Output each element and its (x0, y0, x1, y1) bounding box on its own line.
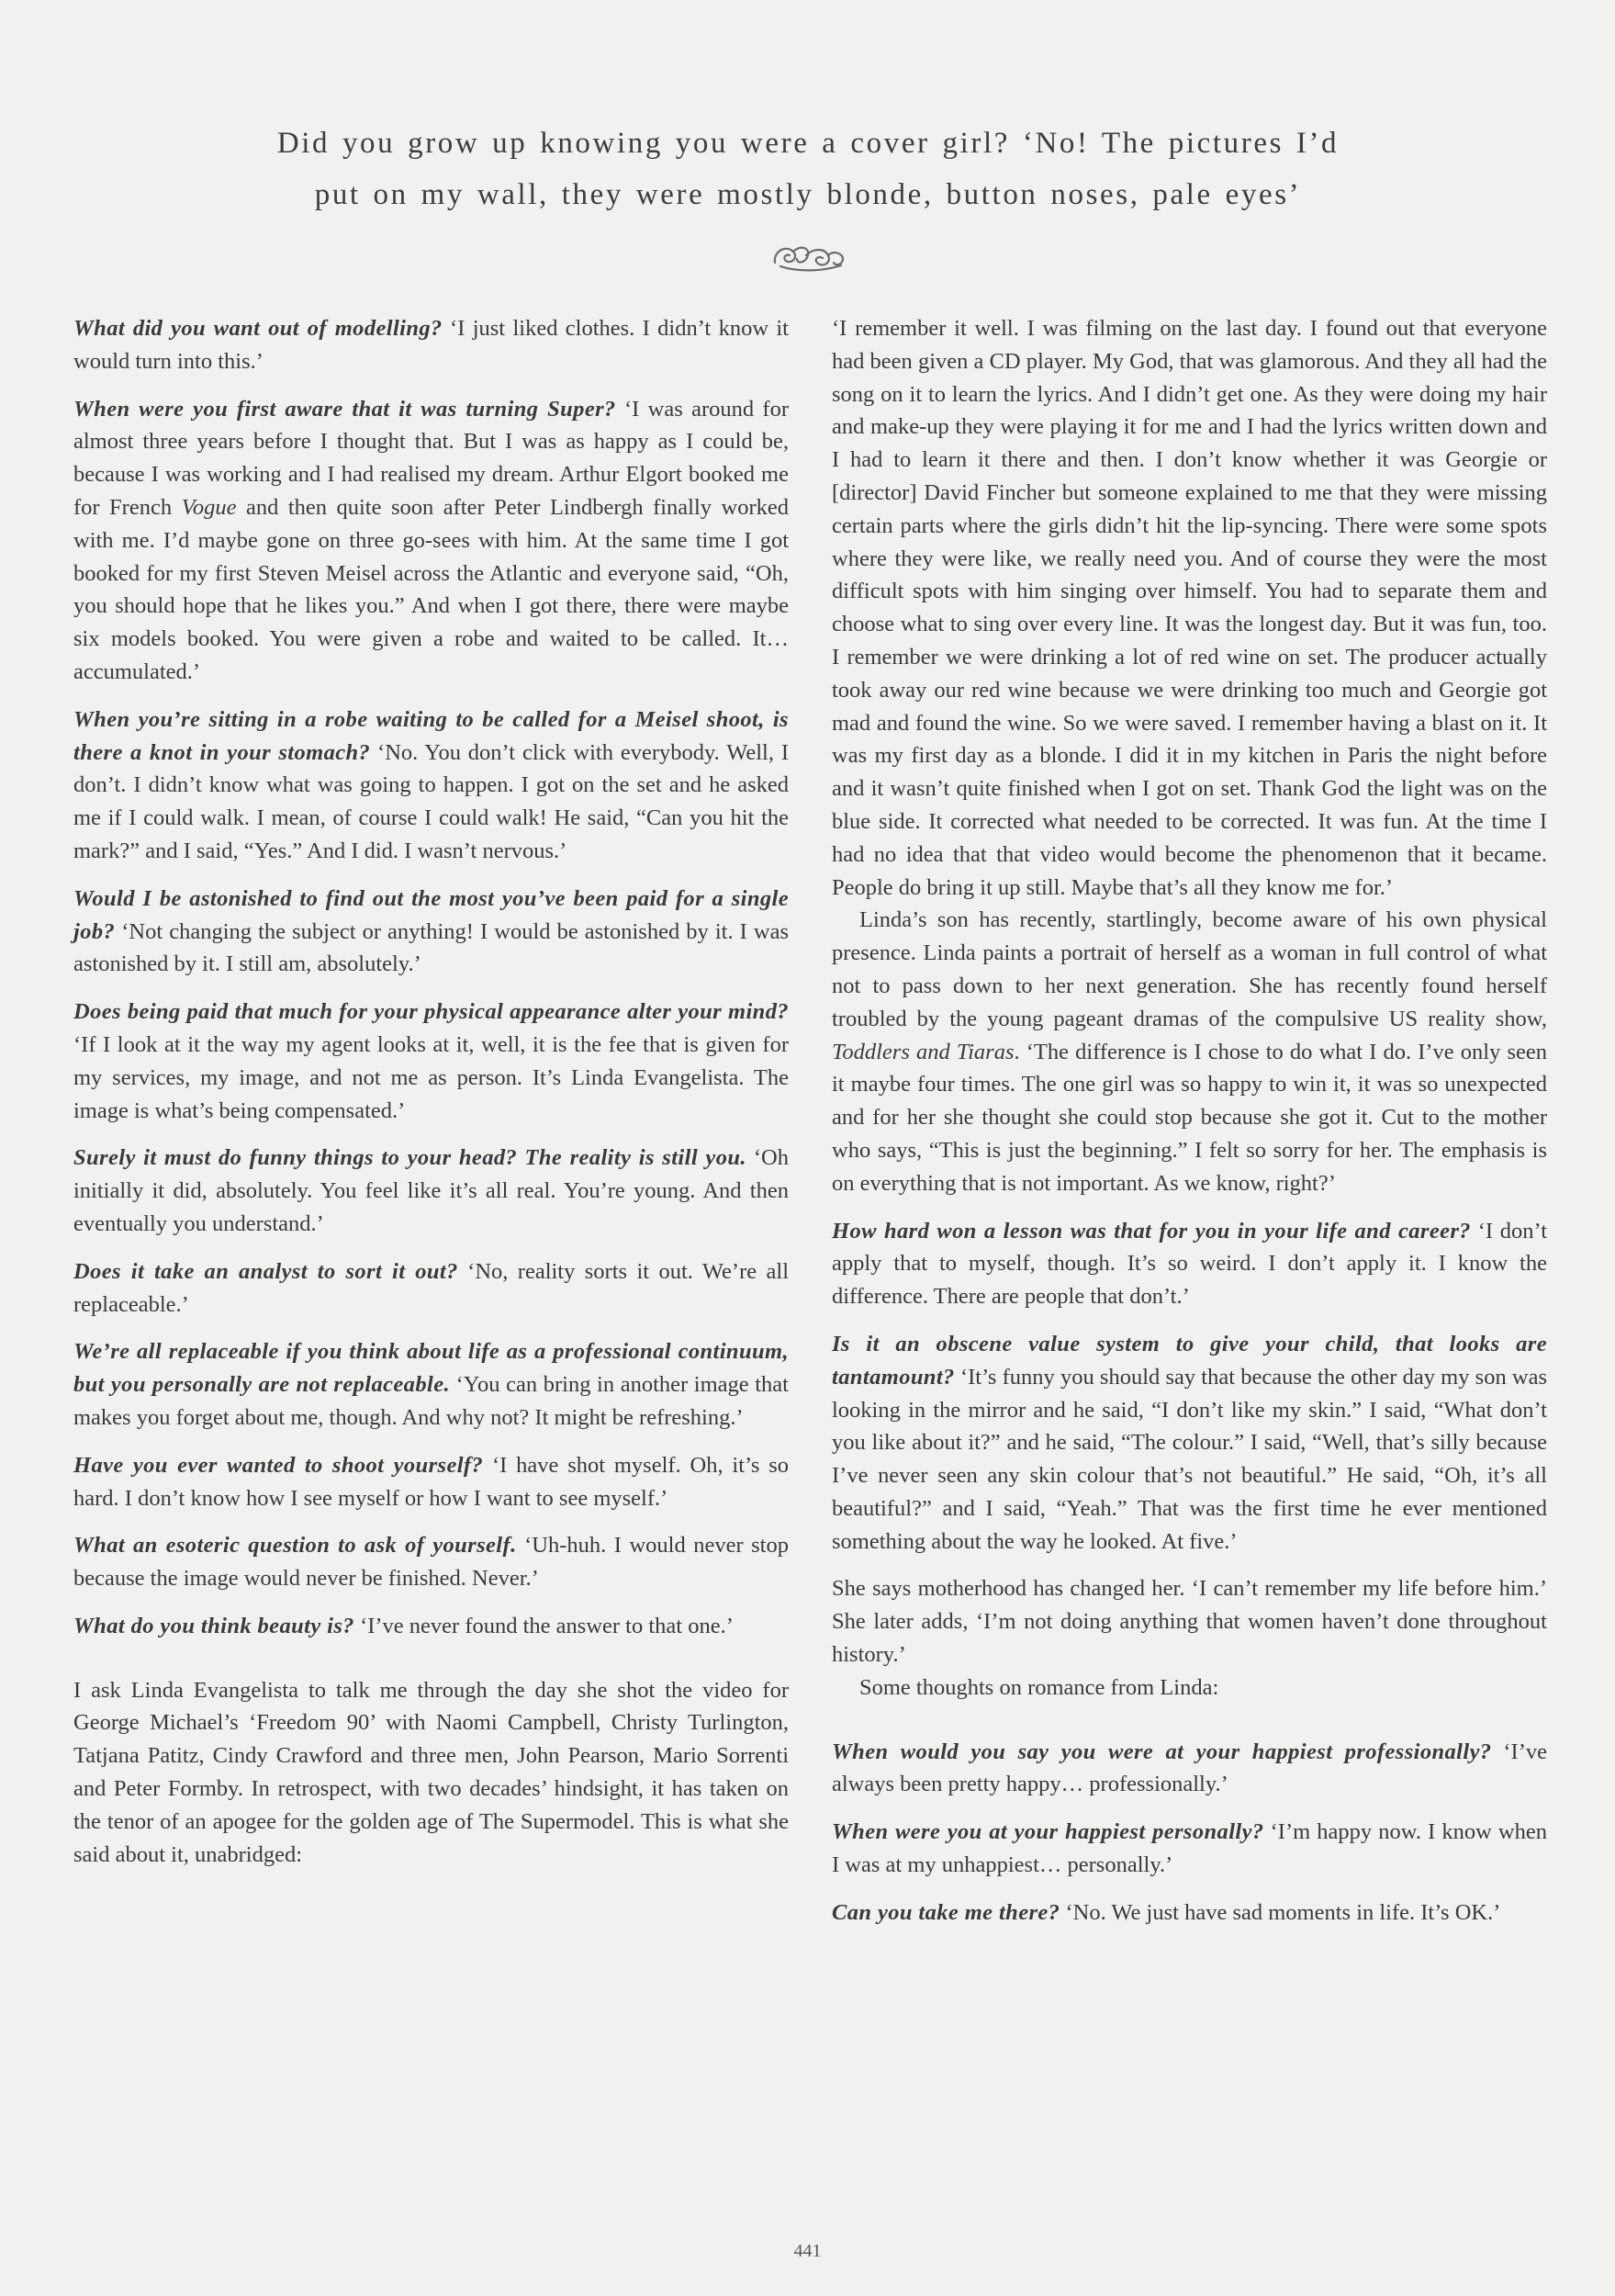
answer: ‘I’ve always been pretty happy… professionally.’ (832, 1739, 1548, 1797)
question: Does it take an analyst to sort it out? (73, 1258, 458, 1284)
qa-paragraph (832, 1736, 1547, 1802)
answer: and then quite soon after Peter Lindbergh finally worked with me. I’d maybe gone on three go-sees with him. At the same time I got booked for my first Steven Meisel across the Atlantic and everyone said, “Oh, you should hope that he likes you.” And when I got there, there were maybe six models booked. You were given a robe and waited to be called. It… accumulated.’ (73, 494, 789, 684)
pull-quote-line: put on my wall, they were mostly blonde, button noses, pale eyes’ (314, 178, 1302, 211)
question: Would I be astonished to find out the most you’ve been paid for a single job? (73, 885, 789, 944)
qa-paragraph (832, 1816, 1547, 1882)
left-column (73, 312, 789, 1871)
qa-paragraph (73, 312, 789, 378)
right-column (832, 312, 1547, 1944)
question: When would you say you were at your happiest professionally? (832, 1739, 1492, 1764)
qa-paragraph (832, 1215, 1547, 1313)
answer: ‘No, reality sorts it out. We’re all replaceable.’ (73, 1258, 789, 1317)
qa-paragraph (73, 883, 789, 981)
pull-quote (184, 118, 1432, 220)
question: What did you want out of modelling? (73, 316, 443, 341)
body-paragraph (832, 904, 1547, 1199)
body-paragraph: I ask Linda Evangelista to talk me through the day she shot the video for George Michael’s ‘Freedom 90’ with Naomi Campbell, Christy Turlington, Tatjana Patitz, Cindy Crawford and three men, John Pearson, Mario Sorrenti and Peter Formby. In retrospect, with two decades’ hindsight, it has taken on the tenor of an apogee for the golden age of The Supermodel. This is what she said about it, unabridged: (73, 1677, 789, 1867)
question: When you’re sitting in a robe waiting to be called for a Meisel shoot, is there a knot in your stomach? (73, 706, 789, 765)
answer: ‘I was around for almost three years before I thought that. But I was as happy as I could be, because I was working and I had realised my dream. Arthur Elgort booked me for French (73, 396, 789, 520)
body-paragraph: She says motherhood has changed her. ‘I can’t remember my life before him.’ She later adds, ‘I’m not doing anything that women haven’t done throughout history.’ (832, 1576, 1547, 1668)
question: What an esoteric question to ask of yourself. (73, 1533, 517, 1559)
answer: ‘No. You don’t click with everybody. Well, I don’t. I didn’t know what was going to happen. I got on the set and he asked me if I could walk. I mean, of course I could walk! He said, “Can you hit the mark?” and I said, “Yes.” And I did. I wasn’t nervous.’ (73, 739, 789, 863)
answer: ‘No. We just have sad moments in life. It’s OK.’ (1060, 1899, 1501, 1925)
answer: ‘I don’t apply that to myself, though. It’s so weird. I don’t apply it. I know the difference. There are people that don’t.’ (832, 1218, 1548, 1310)
question: Is it an obscene value system to give your child, that looks are tantamount? (832, 1331, 1547, 1390)
answer: ‘I’m happy now. I know when I was at my unhappiest… personally.’ (832, 1819, 1547, 1878)
question: Does being paid that much for your physical appearance alter your mind? (73, 999, 789, 1025)
question: When were you first aware that it was turning Super? (73, 396, 616, 422)
body-text: . ‘The difference is I chose to do what I do. I’ve only seen it maybe four times. The one girl was so happy to win it, it was so unexpected and for her she thought she could stop because she got it. Cut to the mother who says, “This is just the beginning.” I felt so sorry for her. The emphasis is on everything that is not important. As we know, right?’ (832, 1039, 1547, 1196)
answer: ‘I just liked clothes. I didn’t know it would turn into this.’ (73, 316, 789, 374)
qa-paragraph (73, 1335, 789, 1434)
answer: ‘Not changing the subject or anything! I would be astonished by it. I was astonished by it. I still am, absolutely.’ (73, 918, 789, 977)
qa-paragraph (73, 393, 789, 689)
answer: ‘You can bring in another image that makes you forget about me, though. And why not? It might be refreshing.’ (73, 1372, 789, 1430)
qa-paragraph (73, 1610, 789, 1643)
qa-paragraph (73, 1255, 789, 1322)
answer: ‘I’ve never found the answer to that one.’ (353, 1613, 734, 1638)
question: Have you ever wanted to shoot yourself? (73, 1452, 484, 1478)
qa-paragraph (73, 996, 789, 1127)
question: Can you take me there? (832, 1899, 1060, 1925)
body-text: Linda’s son has recently, startlingly, become aware of his own physical presence. Linda paints a portrait of herself as a woman in full control of what not to pass down to her next generation. She has recently found herself troubled by the young pageant dramas of the compulsive US reality show, (832, 907, 1547, 1031)
question: Surely it must do funny things to your head? The reality is still you. (73, 1145, 746, 1171)
qa-paragraph (832, 1328, 1547, 1559)
answer: ‘If I look at it the way my agent looks at it, well, it is the fee that is given for my services, my image, and not me as person. It’s Linda Evangelista. The image is what’s being compensated.’ (73, 1031, 789, 1123)
body-paragraph: Some thoughts on romance from Linda: (859, 1674, 1219, 1700)
question: How hard won a lesson was that for you in your life and career? (832, 1218, 1471, 1244)
answer: ‘I have shot myself. Oh, it’s so hard. I don’t know how I see myself or how I want to see myself.’ (73, 1452, 789, 1511)
question: What do you think beauty is? (73, 1613, 354, 1638)
show-title: Toddlers and Tiaras (832, 1039, 1015, 1064)
qa-paragraph (73, 1449, 789, 1515)
qa-paragraph (832, 1896, 1547, 1930)
qa-paragraph (73, 703, 789, 868)
question: We’re all replaceable if you think about life as a professional continuum, but you personally are not replaceable. (73, 1339, 789, 1398)
answer: ‘Uh-huh. I would never stop because the image would never be finished. Never.’ (73, 1533, 789, 1592)
body-paragraph: ‘I remember it well. I was filming on the last day. I found out that everyone had been given a CD player. My God, that was glamorous. And they all had the song on it to learn the lyrics. And I didn’t get one. As they were doing my hair and make-up they were playing it for me and I had the lyrics written down and I had to learn it there and then. I don’t know whether it was Georgie or [director] David Fincher but someone explained to me that they were missing certain parts where the girls didn’t hit the lip-syncing. There were some spots where they were like, we really need you. And of course they were the most difficult spots with him singing over himself. You had to separate them and choose what to sing over every line. It was the longest day. But it was fun, too. I remember we were drinking a lot of red wine on set. The producer actually took away our red wine because we were drinking too much and Georgie got mad and found the wine. So we were saved. I remember having a blast on it. It was my first day as a blonde. I did it in my kitchen in Paris the night before and it wasn’t quite finished when I got on set. Thank God the light was on the blue side. It corrected what needed to be corrected. It was fun. At the time I had no idea that that video would become the phenomenon that it became. People do bring it up still. Maybe that’s all they know me for.’ (832, 316, 1547, 900)
fleuron-ornament-icon (769, 235, 848, 276)
magazine-title: Vogue (181, 494, 237, 520)
qa-paragraph (73, 1529, 789, 1595)
pull-quote-line: Did you grow up knowing you were a cover girl? ‘No! The pictures I’d (276, 127, 1340, 160)
question: When were you at your happiest personally? (832, 1819, 1264, 1845)
answer: ‘It’s funny you should say that because the other day my son was looking in the mirror and he said, “I don’t like my skin.” I said, “What don’t you like about it?” and he said, “The colour.” I said, “Well, that’s silly because I’ve never seen any skin colour that’s not beautiful.” He said, “Oh, it’s all beautiful?” and I said, “Yeah.” That was the first time he ever mentioned something about the way he looked. At five.’ (832, 1364, 1547, 1554)
page-number: 441 (793, 2241, 822, 2261)
qa-paragraph (73, 1142, 789, 1240)
answer: ‘Oh initially it did, absolutely. You feel like it’s all real. You’re young. And then eventually you understand.’ (73, 1145, 789, 1236)
